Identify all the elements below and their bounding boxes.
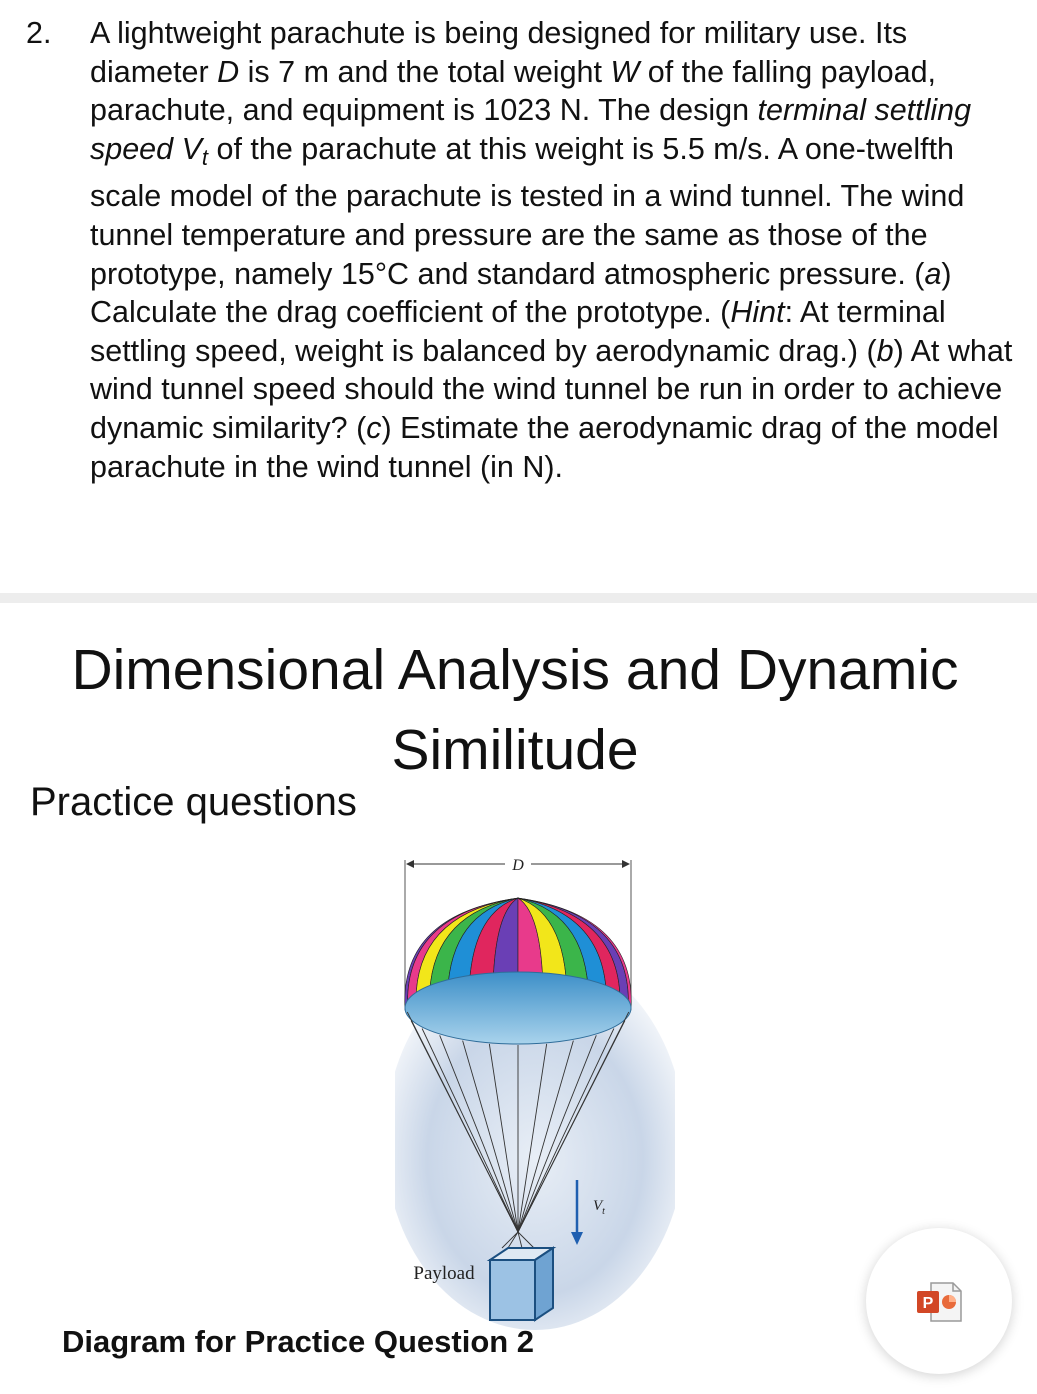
question-text-run: ) Calculate the drag coefficient of the prototype. ( [90,256,952,330]
italic-text: Hint [730,295,785,330]
question-2 [26,14,1016,486]
italic-text: c [366,410,382,445]
italic-text: terminal settling speed V [90,93,972,166]
slide-title: Dimensional Analysis and Dynamic Similitude [71,638,959,782]
diameter-label: D [512,857,524,874]
question-text [90,14,1016,486]
italic-text: D [217,54,240,89]
italic-text: b [876,333,894,368]
svg-text:P: P [922,1295,934,1312]
italic-text: a [924,256,942,291]
slide-divider [0,593,1037,603]
subscript-text: t [201,144,209,170]
italic-text: W [610,54,640,89]
question-text-run: A lightweight parachute is being designed for military use. Its diameter [90,16,908,89]
question-text-run: of the falling payload, parachute, and equipment is 1023 N. The design [90,54,937,128]
canopy-underside [405,972,631,1044]
parachute-diagram [395,850,675,1330]
powerpoint-app-button[interactable] [866,1228,1012,1374]
question-text-run: is 7 m and the total weight [239,54,611,89]
question-number: 2. [26,16,52,50]
payload-box [490,1248,553,1320]
practice-questions-heading: Practice questions [30,780,357,824]
parachute-illustration [395,850,675,1330]
question-text-run: ) At what wind tunnel speed should the wind tunnel be run in order to achieve dynamic similarity? ( [90,333,1013,445]
question-text-run: ) Estimate the aerodynamic drag of the model parachute in the wind tunnel (in N). [90,410,999,484]
payload-label: Payload [413,1263,475,1284]
figure-caption: Diagram for Practice Question 2 [62,1324,535,1359]
velocity-label: $V_t$ [593,1198,605,1217]
question-text-run: : At terminal settling speed, weight is balanced by aerodynamic drag.) ( [90,295,946,368]
powerpoint-icon [909,1271,969,1331]
question-text-run: of the parachute at this weight is 5.5 m/s. A one-twelfth scale model of the parachute is tested in a wind tunnel. The wind tunnel temperature and pressure are the same as those of the prototype, namely 15°C and standard atmospheric pressure. ( [90,131,965,291]
